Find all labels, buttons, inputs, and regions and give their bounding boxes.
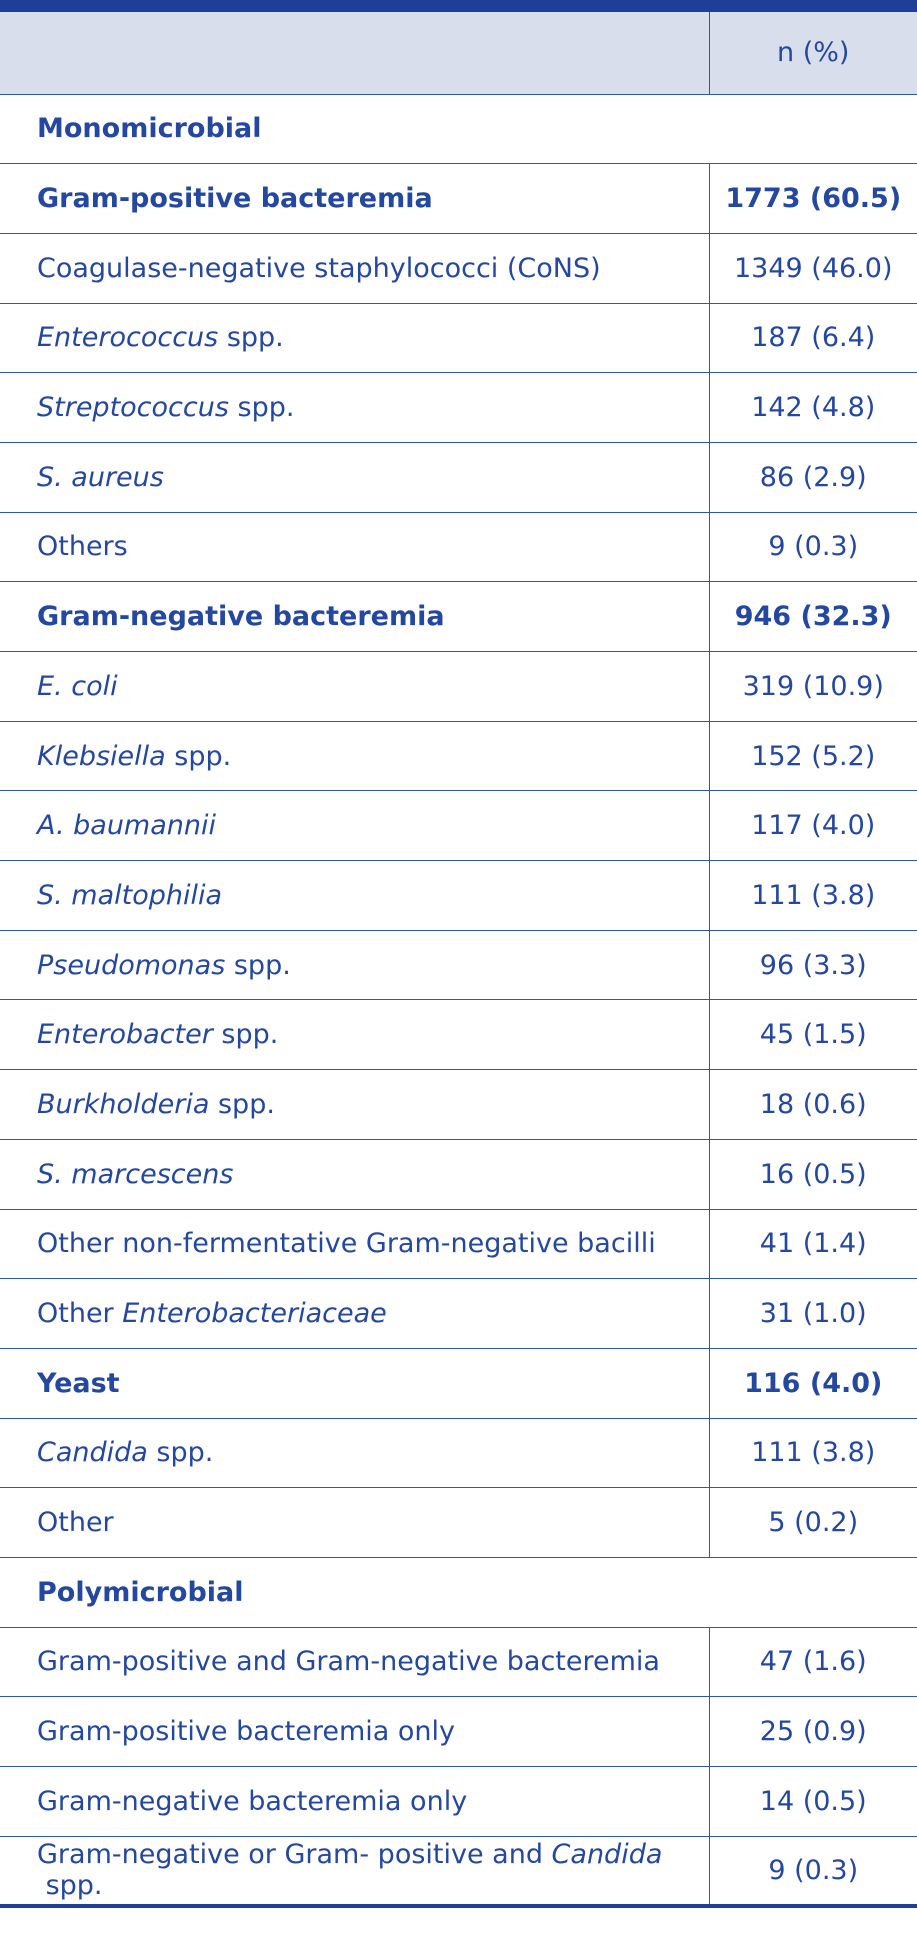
table-row [0, 373, 917, 443]
header-col-label [0, 6, 709, 94]
table-row [0, 930, 917, 1000]
count-percent-value: 116 (4.0) [709, 1348, 917, 1418]
table-row [0, 303, 917, 373]
count-percent-value: 111 (3.8) [709, 861, 917, 931]
group-label: Gram-positive bacteremia [0, 164, 709, 234]
label-text: spp. [212, 1019, 279, 1051]
header-row [0, 6, 917, 94]
table-row [0, 861, 917, 931]
table-row [0, 791, 917, 861]
label-text: Gram-positive and Gram-negative bacteremia [37, 1646, 660, 1678]
label-text: Other non-fermentative Gram-negative bacilli [37, 1228, 656, 1260]
table-row [0, 652, 917, 722]
organism-label [0, 1627, 709, 1697]
organism-label [0, 303, 709, 373]
organism-label [0, 930, 709, 1000]
table-row [0, 1139, 917, 1209]
label-text: spp. [209, 1088, 275, 1120]
label-prefix: Other [37, 1298, 123, 1330]
table-row [0, 1697, 917, 1767]
table-row [0, 721, 917, 791]
count-percent-value: 142 (4.8) [709, 373, 917, 443]
count-percent-value: 45 (1.5) [709, 1000, 917, 1070]
label-text: spp. [218, 322, 284, 354]
table-row [0, 1488, 917, 1558]
organism-label [0, 1418, 709, 1488]
label-prefix: Gram-negative or Gram- positive and [37, 1839, 552, 1871]
organism-label [0, 1767, 709, 1837]
count-percent-value: 96 (3.3) [709, 930, 917, 1000]
label-text: spp. [165, 740, 232, 772]
organism-label [0, 1070, 709, 1140]
label-text: Other [37, 1507, 114, 1539]
table-row [0, 512, 917, 582]
count-percent-value: 25 (0.9) [709, 1697, 917, 1767]
table-row [0, 1209, 917, 1279]
count-percent-value: 41 (1.4) [709, 1209, 917, 1279]
table-row [0, 1627, 917, 1697]
count-percent-value: 14 (0.5) [709, 1767, 917, 1837]
organism-label [0, 373, 709, 443]
taxon-name: E. coli [37, 670, 118, 702]
organism-label [0, 652, 709, 722]
label-text: Gram-negative bacteremia only [37, 1785, 468, 1817]
label-text: Others [37, 531, 128, 563]
count-percent-value: 152 (5.2) [709, 721, 917, 791]
label-text: Coagulase-negative staphylococci (CoNS) [37, 252, 601, 284]
table-row [0, 1836, 917, 1906]
count-percent-value: 18 (0.6) [709, 1070, 917, 1140]
organism-label [0, 791, 709, 861]
taxon-name: Candida [37, 1437, 148, 1469]
organism-label [0, 1697, 709, 1767]
section-label: Polymicrobial [0, 1557, 917, 1627]
count-percent-value: 1773 (60.5) [709, 164, 917, 234]
table-row [0, 1418, 917, 1488]
taxon-name: S. aureus [37, 461, 164, 493]
taxon-name: Pseudomonas [37, 949, 226, 981]
organism-label [0, 1000, 709, 1070]
taxon-name: A. baumannii [37, 810, 217, 842]
organism-label [0, 1139, 709, 1209]
table-row [0, 1767, 917, 1837]
organism-label [0, 1279, 709, 1349]
count-percent-value: 16 (0.5) [709, 1139, 917, 1209]
taxon-name: Enterobacteriaceae [122, 1298, 387, 1330]
count-percent-value: 9 (0.3) [709, 1836, 917, 1906]
group-row [0, 582, 917, 652]
table-row [0, 1279, 917, 1349]
count-percent-value: 9 (0.3) [709, 512, 917, 582]
table-row [0, 1000, 917, 1070]
table-row [0, 233, 917, 303]
label-text: spp. [37, 1870, 103, 1902]
taxon-name: Enterococcus [37, 322, 219, 354]
organism-label [0, 442, 709, 512]
count-percent-value: 31 (1.0) [709, 1279, 917, 1349]
group-label: Yeast [0, 1348, 709, 1418]
table-body [0, 94, 917, 1906]
organism-label [0, 512, 709, 582]
group-label: Gram-negative bacteremia [0, 582, 709, 652]
table-header [0, 6, 917, 94]
taxon-name: Candida [551, 1839, 663, 1871]
label-text: spp. [228, 392, 295, 424]
organism-label [0, 861, 709, 931]
taxon-name: S. marcescens [37, 1158, 234, 1190]
label-text: spp. [147, 1437, 214, 1469]
taxon-name: Enterobacter [37, 1019, 213, 1051]
section-label: Monomicrobial [0, 94, 917, 164]
count-percent-value: 111 (3.8) [709, 1418, 917, 1488]
section-row [0, 1557, 917, 1627]
taxon-name: Klebsiella [37, 740, 166, 772]
group-row [0, 1348, 917, 1418]
table-row [0, 442, 917, 512]
section-row [0, 94, 917, 164]
count-percent-value: 187 (6.4) [709, 303, 917, 373]
organism-label [0, 1836, 709, 1906]
count-percent-value: 5 (0.2) [709, 1488, 917, 1558]
taxon-name: S. maltophilia [37, 879, 223, 911]
organism-label [0, 721, 709, 791]
group-row [0, 164, 917, 234]
label-text: Gram-positive bacteremia only [37, 1716, 455, 1748]
count-percent-value: 946 (32.3) [709, 582, 917, 652]
organism-label [0, 1488, 709, 1558]
organism-label [0, 233, 709, 303]
label-text: spp. [225, 949, 291, 981]
count-percent-value: 86 (2.9) [709, 442, 917, 512]
count-percent-value: 47 (1.6) [709, 1627, 917, 1697]
table-row [0, 1070, 917, 1140]
header-col-n-percent: n (%) [709, 6, 917, 94]
taxon-name: Burkholderia [37, 1088, 210, 1120]
organism-label [0, 1209, 709, 1279]
count-percent-value: 319 (10.9) [709, 652, 917, 722]
count-percent-value: 117 (4.0) [709, 791, 917, 861]
count-percent-value: 1349 (46.0) [709, 233, 917, 303]
taxon-name: Streptococcus [37, 392, 229, 424]
